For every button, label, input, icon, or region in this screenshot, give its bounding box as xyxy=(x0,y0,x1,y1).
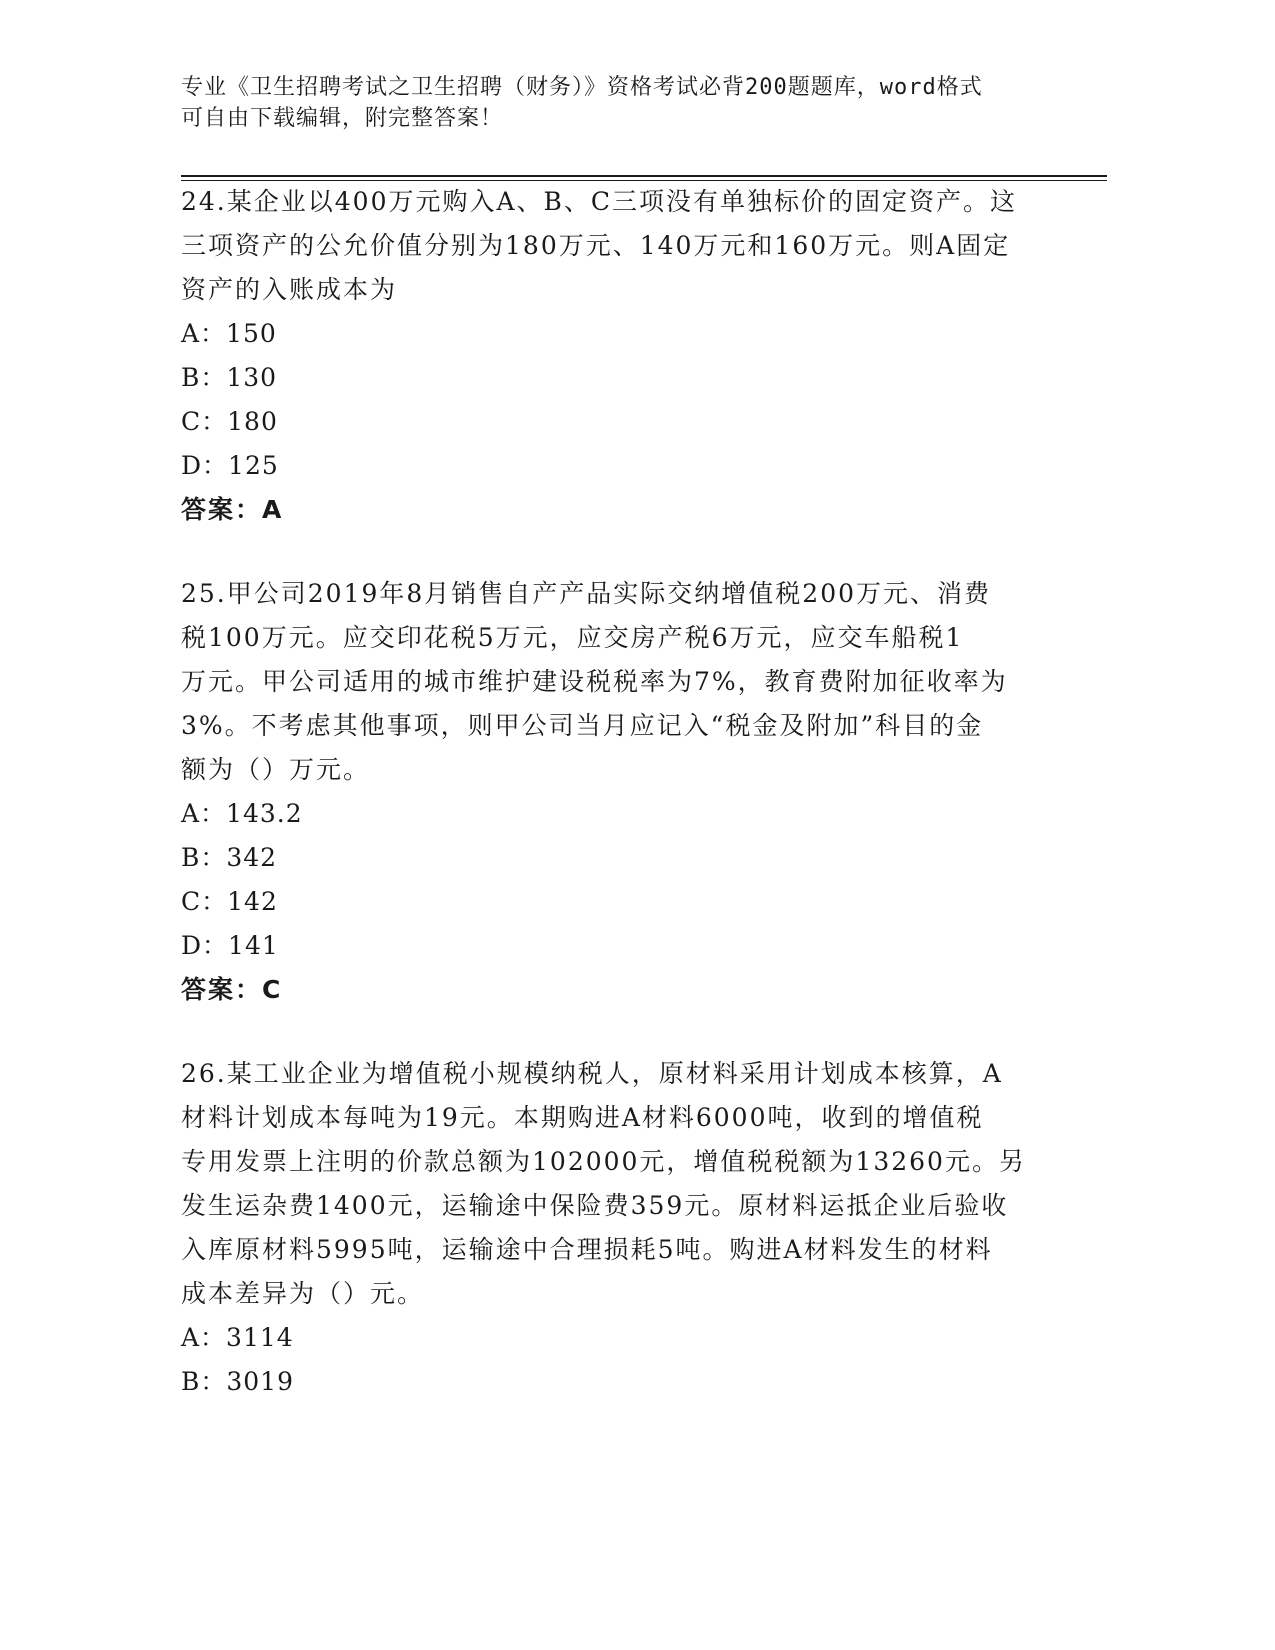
option-b: B：130 xyxy=(181,363,278,392)
header-line: 可自由下载编辑，附完整答案！ xyxy=(181,106,504,131)
question-stem xyxy=(181,180,1071,312)
stem-line: 专用发票上注明的价款总额为102000元，增值税税额为13260元。另 xyxy=(181,1147,1026,1176)
option-d: D：141 xyxy=(181,931,279,960)
stem-line: 26.某工业企业为增值税小规模纳税人，原材料采用计划成本核算，A xyxy=(181,1059,1003,1088)
stem-line: 成本差异为（）元。 xyxy=(181,1279,425,1308)
stem-line: 3%。不考虑其他事项，则甲公司当月应记入“税金及附加”科目的金 xyxy=(181,711,984,740)
header-line: 专业《卫生招聘考试之卫生招聘（财务）》资格考试必背200题题库，word格式 xyxy=(181,75,983,100)
answer: 答案：C xyxy=(181,975,283,1004)
question-24 xyxy=(181,180,1071,532)
stem-line: 三项资产的公允价值分别为180万元、140万元和160万元。则A固定 xyxy=(181,231,1011,260)
stem-line: 24.某企业以400万元购入A、B、C三项没有单独标价的固定资产。这 xyxy=(181,187,1018,216)
option-a: A：143.2 xyxy=(181,799,303,828)
question-stem xyxy=(181,1052,1071,1316)
question-25 xyxy=(181,572,1071,1012)
stem-line: 万元。甲公司适用的城市维护建设税税率为7%，教育费附加征收率为 xyxy=(181,667,1008,696)
option-b: B：342 xyxy=(181,843,278,872)
header-divider xyxy=(181,175,1107,177)
answer: 答案：A xyxy=(181,495,284,524)
stem-line: 发生运杂费1400元，运输途中保险费359元。原材料运抵企业后验收 xyxy=(181,1191,1009,1220)
document-header xyxy=(181,72,1051,134)
option-c: C：180 xyxy=(181,407,278,436)
stem-line: 额为（）万元。 xyxy=(181,755,371,784)
option-c: C：142 xyxy=(181,887,278,916)
option-a: A：150 xyxy=(181,319,277,348)
question-stem xyxy=(181,572,1071,792)
option-d: D：125 xyxy=(181,451,279,480)
stem-line: 入库原材料5995吨，运输途中合理损耗5吨。购进A材料发生的材料 xyxy=(181,1235,993,1264)
stem-line: 税100万元。应交印花税5万元，应交房产税6万元，应交车船税1 xyxy=(181,623,964,652)
stem-line: 25.甲公司2019年8月销售自产产品实际交纳增值税200万元、消费 xyxy=(181,579,992,608)
question-26 xyxy=(181,1052,1071,1404)
stem-line: 资产的入账成本为 xyxy=(181,275,398,304)
option-a: A：3114 xyxy=(181,1323,294,1352)
option-b: B：3019 xyxy=(181,1367,294,1396)
stem-line: 材料计划成本每吨为19元。本期购进A材料6000吨，收到的增值税 xyxy=(181,1103,984,1132)
